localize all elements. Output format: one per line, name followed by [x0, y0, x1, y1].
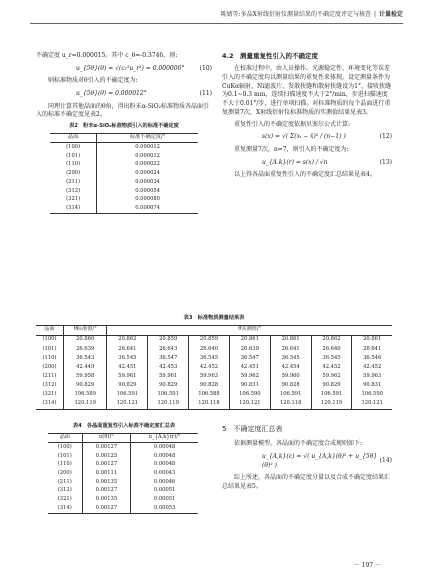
- table3-section: [36, 312, 392, 410]
- table-cell: 20.859: [148, 335, 189, 345]
- paragraph: 则标准物质对θ引入的不确定度为:: [48, 77, 138, 85]
- table-cell: 26.640: [311, 345, 352, 354]
- table-cell: 0.00127: [82, 487, 131, 496]
- table-row: [36, 345, 392, 354]
- table-cell: 36.545: [107, 354, 148, 363]
- table-cell: 106.588: [189, 390, 230, 399]
- table-cell: 106.591: [270, 390, 311, 399]
- running-header: [0, 8, 427, 22]
- table-cell: 0.00046: [153, 478, 176, 485]
- table-cell: 90.831: [229, 381, 270, 390]
- table-row: [48, 469, 198, 478]
- table-cell: 59.960: [270, 372, 311, 381]
- table-row: [48, 443, 198, 452]
- table-cell: 42.451: [107, 363, 148, 372]
- table3: [36, 325, 392, 410]
- table-cell: (200): [50, 170, 97, 179]
- header-title: 陈婧等:多晶X射线衍射仪测量结果的不确定度评定与核查: [220, 10, 371, 18]
- table-cell: 90.828: [189, 381, 230, 390]
- table-cell: 106.590: [229, 390, 270, 399]
- section5: [222, 420, 392, 495]
- table-cell: 20.860: [63, 335, 106, 345]
- equation-11: [36, 90, 212, 99]
- table-row: [50, 161, 198, 170]
- table-cell: 120.121: [229, 400, 270, 410]
- table-cell: 90.831: [363, 382, 382, 389]
- table-cell: (211): [36, 372, 63, 381]
- table-cell: (314): [48, 504, 82, 513]
- table-cell: 0.00048: [153, 443, 176, 450]
- table-cell: 42.454: [270, 363, 311, 372]
- table-header: θ实测值/°: [107, 325, 392, 335]
- table-cell: 0.000074: [97, 204, 198, 213]
- table-cell: 90.829: [107, 381, 148, 390]
- table-cell: 106.591: [107, 390, 148, 399]
- table-cell: (110): [50, 161, 97, 170]
- table-cell: 0.00048: [153, 461, 176, 468]
- table-header: u_{A,k}(r)/°: [131, 433, 198, 443]
- table-header: 晶面: [50, 133, 97, 143]
- table-cell: (101): [36, 345, 63, 354]
- table-cell: 0.00048: [153, 452, 176, 459]
- table-cell: (211): [48, 478, 82, 487]
- table-cell: (200): [36, 363, 63, 372]
- table-cell: 120.121: [107, 400, 148, 410]
- table-row: [50, 143, 198, 152]
- equation-13: [222, 159, 392, 168]
- table-cell: 59.962: [229, 372, 270, 381]
- table2: [50, 133, 198, 214]
- equation-expression: u_{A,k}(c) = √( u_{A,k}(θ)² + u_{5θ}(θ)² ): [262, 452, 378, 469]
- table-cell: 0.00053: [131, 504, 198, 513]
- table-row: [50, 196, 198, 205]
- paragraph: 同理计算其他晶面的θ角，得出粉末α-SiO₂标准物质各晶面引入的标准不确定度见表2。: [36, 102, 210, 119]
- equation-number: (10): [199, 64, 212, 72]
- table-header: 晶面: [48, 433, 82, 443]
- table-cell: 59.961: [107, 372, 148, 381]
- table-cell: 20.861: [363, 336, 382, 343]
- table-cell: 0.000022: [135, 161, 160, 168]
- equation-12: [222, 133, 392, 142]
- table-cell: 26.640: [189, 345, 230, 354]
- table-cell: 20.862: [107, 335, 148, 345]
- table-cell: 0.00051: [153, 487, 176, 494]
- table4: [48, 433, 198, 514]
- table-cell: (100): [48, 443, 82, 452]
- table-cell: 36.547: [148, 354, 189, 363]
- table-cell: 120.119: [311, 400, 352, 410]
- table-row: [36, 372, 392, 381]
- table-row: [48, 504, 198, 513]
- equation-expression: s(x) = √( Σ(xᵢ − x̄)² / (n−1) ): [262, 133, 346, 141]
- table-row: [50, 187, 198, 196]
- table-cell: 59.963: [363, 372, 382, 379]
- table-cell: 0.000012: [135, 152, 160, 159]
- table4-section: [36, 420, 212, 514]
- equation-expression: u_{A.k}(r) = s(x) / √n: [262, 158, 328, 166]
- equation-number: (11): [199, 90, 212, 98]
- equation-14: [222, 453, 392, 470]
- table-cell: 36.545: [189, 354, 230, 363]
- table-cell: 106.591: [311, 390, 352, 399]
- table-cell: 0.000054: [135, 187, 160, 194]
- table-cell: (200): [48, 469, 82, 478]
- table-row: [48, 487, 198, 496]
- table-cell: 42.452: [363, 363, 382, 370]
- table-cell: 59.962: [311, 372, 352, 381]
- equation-expression: u_{5θ}(θ) = √(c₁²u_r²) = 0.000006°: [76, 64, 185, 72]
- table-header: u(θ)/°: [82, 433, 131, 443]
- equation-10: [36, 65, 212, 74]
- table-row: [48, 496, 198, 505]
- table-cell: 106.589: [63, 390, 106, 399]
- table-cell: 0.000012: [135, 143, 160, 150]
- table-cell: 36.546: [363, 354, 382, 361]
- table-cell: (312): [36, 381, 63, 390]
- table-cell: 42.452: [189, 363, 230, 372]
- table-cell: 0.00111: [82, 469, 131, 478]
- table3-body: [36, 335, 392, 409]
- journal-name: 计量检定: [378, 10, 403, 18]
- table-cell: (314): [36, 400, 63, 410]
- table-cell: (110): [36, 354, 63, 363]
- table-cell: 20.861: [229, 335, 270, 345]
- table4-body: [48, 443, 198, 514]
- table-cell: 0.000034: [135, 178, 160, 185]
- table-cell: 59.961: [148, 372, 189, 381]
- table4-caption: 表4 各晶面重复性引入标准不确定度汇总表: [72, 423, 176, 429]
- table-cell: 106.591: [148, 390, 189, 399]
- table-cell: 0.00051: [153, 496, 176, 503]
- table-cell: (321): [48, 496, 82, 505]
- table-cell: 0.00127: [82, 461, 131, 470]
- table-cell: 0.00043: [153, 470, 176, 476]
- table-cell: (321): [36, 390, 63, 399]
- table-cell: (100): [36, 335, 63, 345]
- table-cell: 20.859: [189, 335, 230, 345]
- table-cell: (314): [50, 204, 97, 213]
- table-cell: (110): [48, 461, 82, 470]
- paragraph: 在校准过程中，由人员操作、光源稳定性、环境变化等误差引入的不确定度均以测量结果的重复性来体现。设定测量条件为CuKα辐射，Ni滤波片，发散狭缝和散射狭缝设为1°，接收狭缝为0.1~0.3 mm，连续扫描速度不大于2°/min，步进扫描速度不大于0.01°/步，进行单项扫描。对标准物质的每个晶面进行重复测量7次，X射线衍射仪标准物质的实测值结果见表3。: [222, 65, 391, 116]
- table-cell: (312): [50, 187, 97, 196]
- equation-expression: u_{5θ}(θ) = 0.000012°: [76, 90, 147, 98]
- table-cell: 120.119: [63, 400, 106, 410]
- table-cell: (321): [50, 196, 97, 205]
- paragraph: 综上所述，各晶面的不确定度分量以及合成不确定度结果汇总结果见表5。: [222, 474, 391, 490]
- table-cell: 26.641: [363, 345, 382, 352]
- table-cell: 36.547: [229, 354, 270, 363]
- table-cell: 120.121: [352, 400, 392, 410]
- table-cell: 0.000024: [135, 170, 160, 177]
- table-cell: 42.452: [311, 363, 352, 372]
- table-cell: (101): [48, 452, 82, 461]
- table-header: θ标准值/°: [63, 325, 106, 335]
- table-cell: 120.118: [189, 400, 230, 410]
- table2-body: [50, 143, 198, 214]
- table-header: 标准不确定度/°: [97, 133, 198, 143]
- table3-caption: 表3 标准物质测量结果表: [183, 315, 245, 321]
- table-cell: 90.829: [311, 381, 352, 390]
- table-cell: (101): [50, 152, 97, 161]
- table-cell: 120.119: [148, 400, 189, 410]
- paragraph: 以上得各晶面重复性引入的不确定度汇总结果见表4。: [234, 171, 376, 179]
- table-row: [36, 400, 392, 410]
- table-cell: 20.862: [311, 335, 352, 345]
- table-cell: 59.963: [189, 372, 230, 381]
- table-cell: (100): [50, 143, 97, 152]
- table-cell: 26.639: [229, 345, 270, 354]
- table2-caption: 表2 粉末α-SiO₂标准物质引入的标准不确定度: [69, 123, 179, 130]
- table-cell: 106.590: [361, 391, 383, 398]
- table-cell: 0.00127: [82, 443, 131, 452]
- section-heading: 5 不确定度汇总表: [222, 425, 283, 433]
- table-cell: 20.861: [270, 335, 311, 345]
- table-row: [48, 452, 198, 461]
- paragraph: 依据测量模型，各晶面的不确定度合成规则如下:: [234, 440, 363, 448]
- table-cell: 0.00135: [82, 496, 131, 505]
- table-cell: 90.829: [148, 381, 189, 390]
- paragraph: 重复性引入的不确定度依据贝塞尔公式计算:: [234, 120, 351, 128]
- equation-number: (13): [379, 158, 392, 166]
- table-cell: 26.639: [63, 345, 106, 354]
- right-column: [222, 52, 392, 183]
- left-column: [36, 52, 212, 214]
- table-row: [36, 354, 392, 363]
- table-cell: (211): [50, 178, 97, 187]
- table-row: [50, 170, 198, 179]
- table-row: [36, 390, 392, 399]
- equation-number: (12): [379, 133, 392, 141]
- table-cell: 26.643: [148, 345, 189, 354]
- header-separator: |: [373, 10, 376, 18]
- table-cell: (312): [48, 487, 82, 496]
- table-cell: 59.958: [63, 372, 106, 381]
- equation-number: (14): [379, 457, 392, 465]
- table-cell: 0.00127: [82, 504, 131, 513]
- table-row: [50, 178, 198, 187]
- header-rule: [30, 23, 403, 24]
- table-row: [36, 335, 392, 345]
- table-cell: 36.545: [270, 354, 311, 363]
- table-cell: 36.543: [63, 354, 106, 363]
- table-cell: 26.641: [270, 345, 311, 354]
- table-cell: 36.545: [311, 354, 352, 363]
- table-cell: 42.451: [229, 363, 270, 372]
- table-row: [48, 461, 198, 470]
- paragraph: 不确定度 u_r=0.000015。其中 c_θ=-0.3746，则:: [36, 52, 178, 59]
- table-header: 晶面: [36, 325, 63, 335]
- table-cell: 90.829: [63, 381, 106, 390]
- section-heading: 4.2 测量重复性引入的不确定度: [222, 52, 319, 60]
- table-cell: 42.453: [148, 363, 189, 372]
- table-row: [50, 204, 198, 213]
- table-row: [48, 478, 198, 487]
- table-cell: 0.00135: [82, 478, 131, 487]
- paragraph: 重复测量7次，n=7，则引入的不确定度为:: [234, 145, 349, 153]
- table-row: [36, 363, 392, 372]
- page-number: － 197 －: [353, 562, 381, 570]
- table-row: [36, 381, 392, 390]
- table-cell: 0.00125: [82, 452, 131, 461]
- table-cell: 42.449: [63, 363, 106, 372]
- table-cell: 90.828: [270, 381, 311, 390]
- table-cell: 120.118: [270, 400, 311, 410]
- table-row: [50, 152, 198, 161]
- table-cell: 0.000080: [135, 196, 160, 203]
- table-cell: 26.641: [107, 345, 148, 354]
